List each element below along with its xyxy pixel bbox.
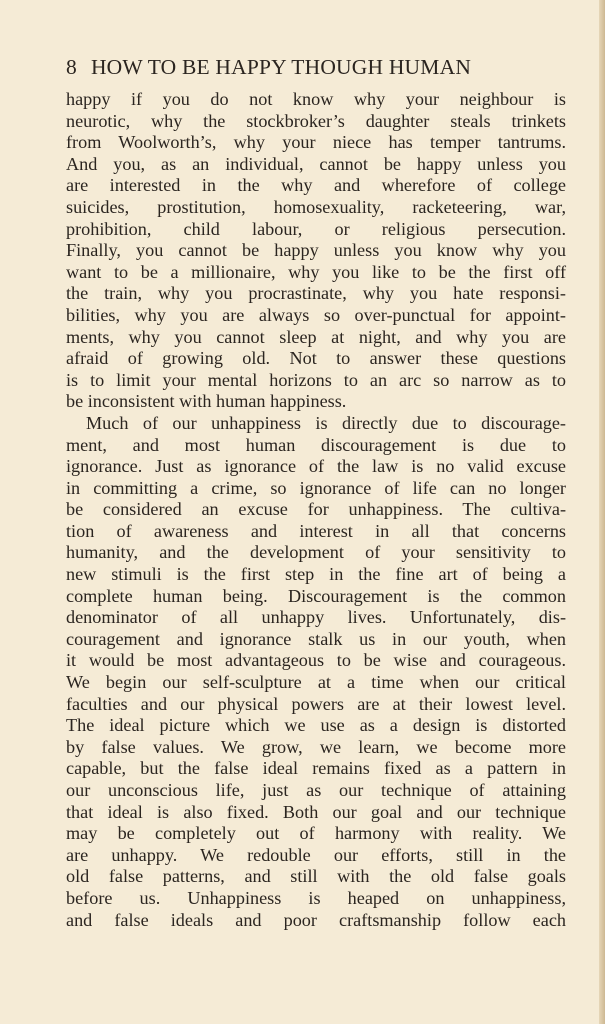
text-line: from Woolworth’s, why your niece has temper tantrums. — [66, 132, 566, 153]
text-line: are unhappy. We redouble our efforts, still in the — [66, 844, 566, 865]
text-line: the train, why you procrastinate, why you hate responsi- — [66, 283, 566, 304]
page-edge-shadow — [599, 0, 605, 1024]
text-line: denominator of all unhappy lives. Unfortunately, dis- — [66, 607, 566, 628]
text-line: bilities, why you are always so over-punctual for appoint- — [66, 304, 566, 325]
running-title: HOW TO BE HAPPY THOUGH HUMAN — [90, 55, 472, 79]
text-line: humanity, and the development of your sensitivity to — [66, 542, 566, 563]
text-line: ments, why you cannot sleep at night, and why you are — [66, 326, 566, 347]
text-line: Much of our unhappiness is directly due to discourage- — [86, 412, 566, 433]
text-line: by false values. We grow, we learn, we become more — [66, 736, 566, 757]
text-line: afraid of growing old. Not to answer these questions — [66, 348, 566, 369]
text-line: are interested in the why and wherefore of college — [66, 175, 566, 196]
text-line: neurotic, why the stockbroker’s daughter steals trinkets — [66, 110, 566, 131]
text-line: in committing a crime, so ignorance of life can no longer — [66, 477, 566, 498]
body-text — [66, 89, 566, 931]
text-line: complete human being. Discouragement is the common — [66, 585, 566, 606]
text-line: capable, but the false ideal remains fixed as a pattern in — [66, 758, 566, 779]
text-line: And you, as an individual, cannot be happy unless you — [66, 153, 566, 174]
text-line: faculties and our physical powers are at their lowest level. — [66, 693, 566, 714]
text-line: be considered an excuse for unhappiness. The cultiva- — [66, 499, 566, 520]
text-line: ignorance. Just as ignorance of the law is no valid excuse — [66, 456, 566, 477]
text-line: want to be a millionaire, why you like to be the first off — [66, 261, 566, 282]
text-line: may be completely out of harmony with reality. We — [66, 823, 566, 844]
text-line: happy if you do not know why your neighbour is — [66, 89, 566, 109]
text-line: We begin our self-sculpture at a time when our critical — [66, 672, 566, 693]
text-line: Finally, you cannot be happy unless you know why you — [66, 240, 566, 261]
text-line: prohibition, child labour, or religious persecution. — [66, 218, 566, 239]
running-header — [66, 55, 550, 80]
text-line: suicides, prostitution, homosexuality, racketeering, war, — [66, 196, 566, 217]
text-line: before us. Unhappiness is heaped on unhappiness, — [66, 887, 566, 908]
text-line: old false patterns, and still with the old false goals — [66, 866, 566, 887]
text-line: tion of awareness and interest in all that concerns — [66, 520, 566, 541]
page-number: 8 — [66, 55, 77, 79]
text-line: that ideal is also fixed. Both our goal and our technique — [66, 801, 566, 822]
text-line: couragement and ignorance stalk us in our youth, when — [66, 628, 566, 649]
text-line: ment, and most human discouragement is due to — [66, 434, 566, 455]
text-line: and false ideals and poor craftsmanship follow each — [66, 909, 566, 930]
text-line: is to limit your mental horizons to an arc so narrow as to — [66, 369, 566, 390]
text-line: The ideal picture which we use as a design is distorted — [66, 715, 566, 736]
text-line: new stimuli is the first step in the fine art of being a — [66, 564, 566, 585]
text-line: it would be most advantageous to be wise and courageous. — [66, 650, 566, 671]
text-line: our unconscious life, just as our technique of attaining — [66, 780, 566, 800]
text-line: be inconsistent with human happiness. — [66, 391, 347, 412]
